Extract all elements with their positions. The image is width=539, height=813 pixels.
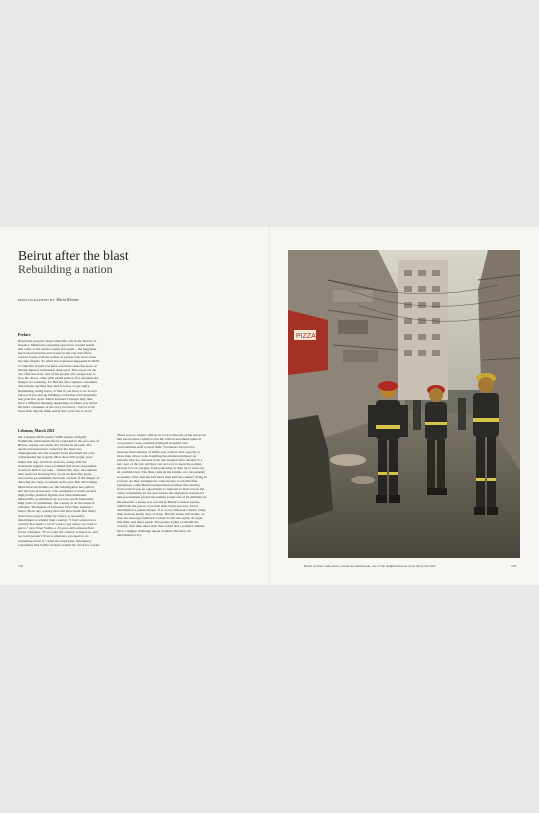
body-text-col2: There was no respite: almost as soon as the last of the survivors had been found, Lebanon was hit with an enormous spike in coronavirus cases, pushing damaged hospitals and overwhelmed staff to their limit. Volunteers have had to increase their number of shifts and, with no bed capacity at more than 40 per cent, handling the emotional impact on patients who are released from one hospital after another is a new part of the job. All they can do is try to keep the patient, already low on oxygen, from panicking as they try to seek out an available bed. The blast came in the middle of a devastating economic crisis that has left more than half the country living in poverty. As they attempted to raise money to rebuild their businesses, some Beirut entrepreneurs realised that starting from scratch was an opportunity to reinvent in their role in the wider community. In the year before the explosion, Lebanon’s anti-government protest movement found one of its emblems in the phoenix: a statue was erected in Beirut’s central square, built from the pieces of protest tents burnt down by forces determined to quash dissent. It is a very different country today than in those heady days of hope. But the statue still stands, as does the message behind it: Lebanon will rise again, stronger this time, and more equal. The people trying to rebuild the country with little more than their talent and a positive attitude have a mighty challenge ahead of them. But they are determined to try. [117,433,207,537]
preface-heading: Preface [18,333,31,337]
preface-text: Beirut has played a larger-than-life role in the history of mosaics. Numerous repeating eyes have created bonds that come to the surface again and again – the magazine has hosted launches and events in the city and offers contact books with the names of people who have often become friends. So when the explosion happened in 2020, a collective breath was held. And then came the news of friends injured, businesses destroyed. This report on the city after the blast, and of the people who stepped up to face the chaos, came with added pathos. For outsiders the images are sobering, for Beiruts, this captures a moment when many decided they had to leave, or get angry. Rebuilding, being brave, is fine if you have to do it once but not if you end up thinking corruption will repeatedly tear your life apart. Maria Klenner's images may thus have a different meaning depending on where you stand: the mere consumer of the story involved – but for both more than anyone think surely this cycle has to stop? [18,338,100,414]
left-page [0,227,270,585]
byline-prefix: PHOTOGRAPHED BY [18,298,56,302]
body-column-1 [18,429,100,548]
article-title: Beirut after the blast [18,248,129,263]
right-page [270,227,539,585]
magazine-spread [0,227,539,585]
section-heading: Lebanon, March 2021 [18,429,55,433]
photo-caption: Beirut workers walk down a street in Gemmayzeh, one of the neighbourhoods worst hit by the blast [304,564,436,568]
photograph-rescue-workers [288,250,520,558]
byline [18,298,79,302]
preface-block [18,333,100,415]
body-text-col1: On 4 August 2020, nearly 3,000 tonnes of highly flammable ammonium nitrate exploded in the port area of Beirut, wiping out whole city blocks in seconds. The death and destruction caused by the blast was unimaginable and the hospital in its aftermath but only compounded the tragedy. More than 200 people were killed that day, and their relatives, along with the thousands injured, were promised that those responsible would be held to account – within five days. Documents later surfaced showing that, for more than five years, successive governments had been warned of the danger of allowing the cargo to remain at the port. But did nothing. More than six months on, the investigation has stalled, and the lead prosecutor, who attempted to indict several high-profile political figures, has been dismissed. Meanwhile, as ministers try to score points behind the high walls of parliament, the country is on the brink of collapse. Thousands of Lebanese have fled, seeking a better life in any country that will have them. But many more have stayed, either by choice or necessity, determined to rebuild their country. “I feel Lebanon is a country that needs a lot of work to get where we want to get to,” says Nour Saliba, a 25-year-old Lebanese Red Cross volunteer. “If we want the country to improve, and we want people’s lives to improve, you need to do something about it.” After the explosion, emergency responders like Saliba worked around the clock for weeks. [18,434,100,547]
article-subtitle: Rebuilding a nation [18,262,113,276]
body-column-2 [117,433,207,538]
photographer-name: Maria Klenner [56,298,80,302]
page-number-left: 102 [18,564,24,568]
pizza-sign-text: PIZZA [296,333,316,340]
page-number-right: 103 [511,564,517,568]
